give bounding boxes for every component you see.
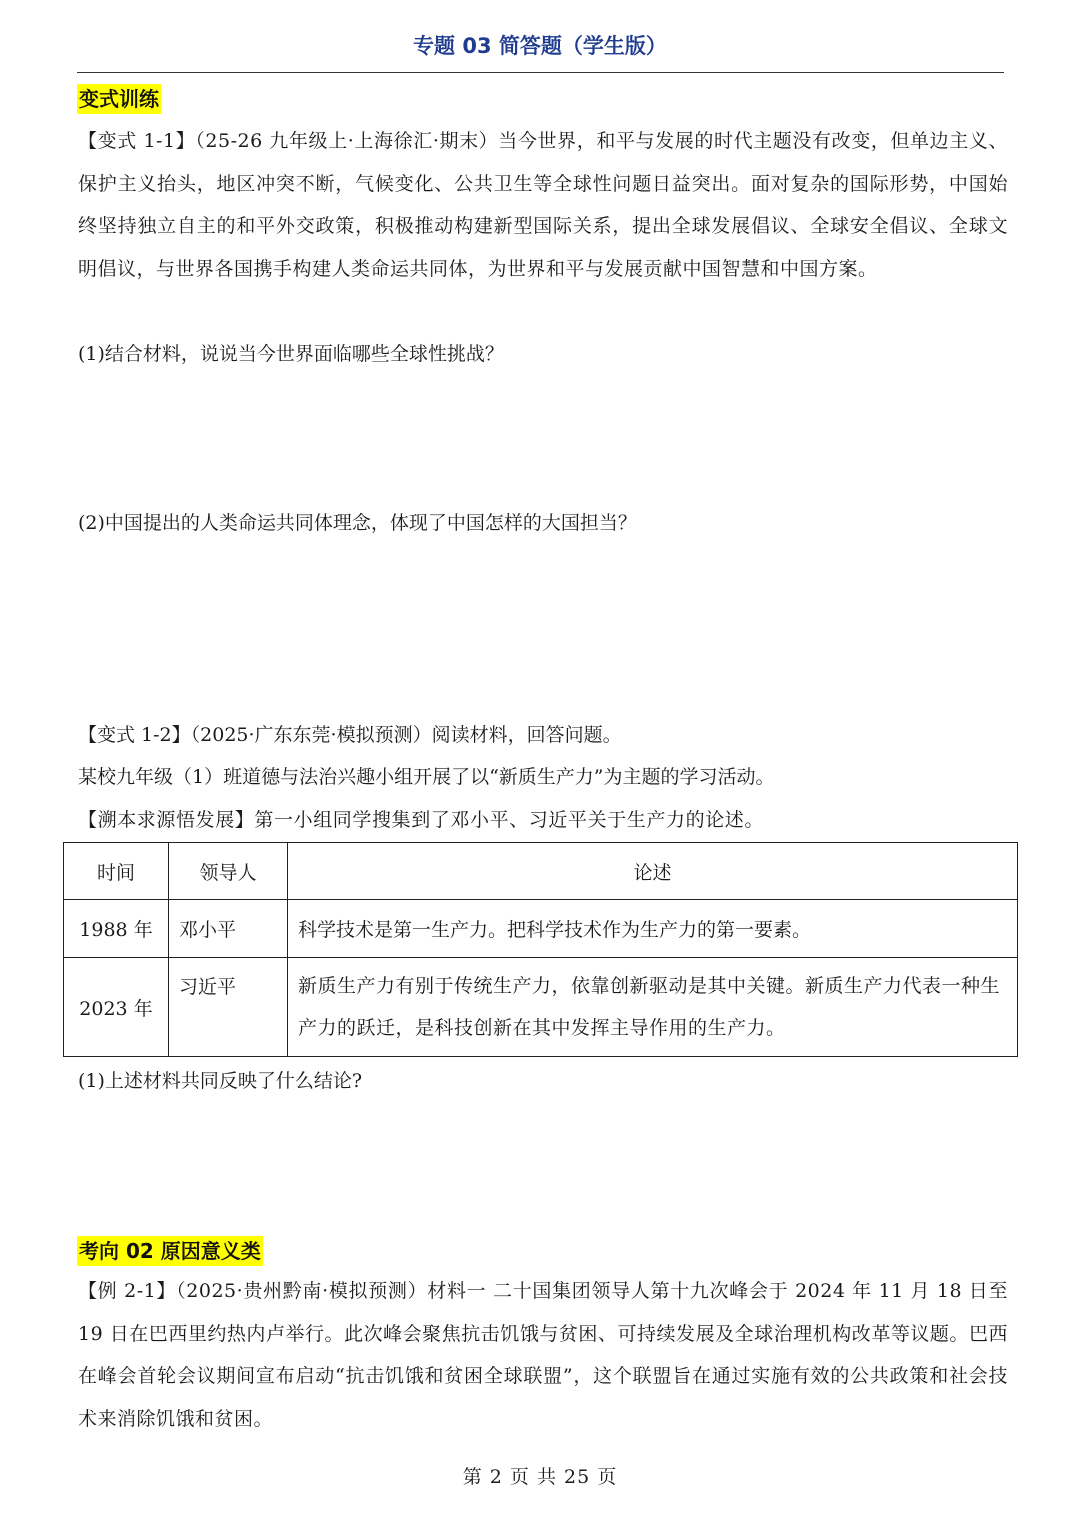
question-1-1-tag: 【变式 1-1】 xyxy=(78,130,196,152)
section-heading-variant-training: 变式训练 xyxy=(77,84,161,114)
table-cell-statement: 新质生产力有别于传统生产力，依靠创新驱动是其中关键。新质生产力代表一种生产力的跃迁，是科技创新在其中发挥主导作用的生产力。 xyxy=(288,958,1018,1057)
example-2-1-text: 材料一 二十国集团领导人第十九次峰会于 2024 年 11 月 18 日至 19 日在巴西里约热内卢举行。此次峰会聚焦抗击饥饿与贫困、可持续发展及全球治理机构改革等议题。巴西在峰会首轮会议期间宣布启动“抗击饥饿和贫困全球联盟”，这个联盟旨在通过实施有效的公共政策和社会技术来消除饥饿和贫困。 xyxy=(78,1280,1008,1430)
table-row xyxy=(64,900,1018,958)
example-2-1-source: （2025·贵州黔南·模拟预测） xyxy=(176,1280,428,1302)
question-1-2-intro: 某校九年级（1）班道德与法治兴趣小组开展了以“新质生产力”为主题的学习活动。 xyxy=(78,766,775,788)
page-title: 专题 03 简答题（学生版） xyxy=(413,34,667,58)
question-1-1-material xyxy=(78,120,1008,290)
table-header-row xyxy=(64,843,1018,900)
question-1-2-subtopic: 【溯本求源悟发展】第一小组同学搜集到了邓小平、习近平关于生产力的论述。 xyxy=(78,809,765,831)
example-2-1-tag: 【例 2-1】 xyxy=(78,1280,177,1302)
table-cell-leader: 邓小平 xyxy=(169,900,288,958)
productivity-statements-table xyxy=(63,842,1018,1057)
header-divider xyxy=(77,72,1004,73)
question-1-1-subquestion-2: (2)中国提出的人类命运共同体理念，体现了中国怎样的大国担当？ xyxy=(78,512,637,534)
page-number: 第 2 页 共 25 页 xyxy=(462,1466,618,1488)
table-cell-time: 2023 年 xyxy=(64,958,169,1057)
table-cell-leader: 习近平 xyxy=(169,958,288,1057)
table-cell-statement: 科学技术是第一生产力。把科学技术作为生产力的第一要素。 xyxy=(288,900,1018,958)
question-1-2-subquestion-1: (1)上述材料共同反映了什么结论? xyxy=(78,1070,363,1092)
table-header-cell: 领导人 xyxy=(169,843,288,900)
question-1-1-text: 当今世界，和平与发展的时代主题没有改变，但单边主义、保护主义抬头，地区冲突不断，气候变化、公共卫生等全球性问题日益突出。面对复杂的国际形势，中国始终坚持独立自主的和平外交政策，积极推动构建新型国际关系，提出全球发展倡议、全球安全倡议、全球文明倡议，与世界各国携手构建人类命运共同体，为世界和平与发展贡献中国智慧和中国方案。 xyxy=(78,130,1008,280)
table-header-cell: 时间 xyxy=(64,843,169,900)
table-header-cell: 论述 xyxy=(288,843,1018,900)
question-1-1-source: （25-26 九年级上·上海徐汇·期末） xyxy=(195,130,499,152)
question-1-2-source: （2025·广东东莞·模拟预测） xyxy=(190,724,432,746)
question-1-2-instruction: 阅读材料，回答问题。 xyxy=(431,724,622,746)
table-row xyxy=(64,958,1018,1057)
table-cell-time: 1988 年 xyxy=(64,900,169,958)
section-heading-reason-significance: 考向 02 原因意义类 xyxy=(77,1236,263,1266)
question-1-1-subquestion-1: (1)结合材料，说说当今世界面临哪些全球性挑战？ xyxy=(78,343,504,365)
example-2-1-material xyxy=(78,1270,1008,1440)
question-1-2-tag: 【变式 1-2】 xyxy=(78,724,191,746)
question-1-2-heading xyxy=(78,720,622,750)
